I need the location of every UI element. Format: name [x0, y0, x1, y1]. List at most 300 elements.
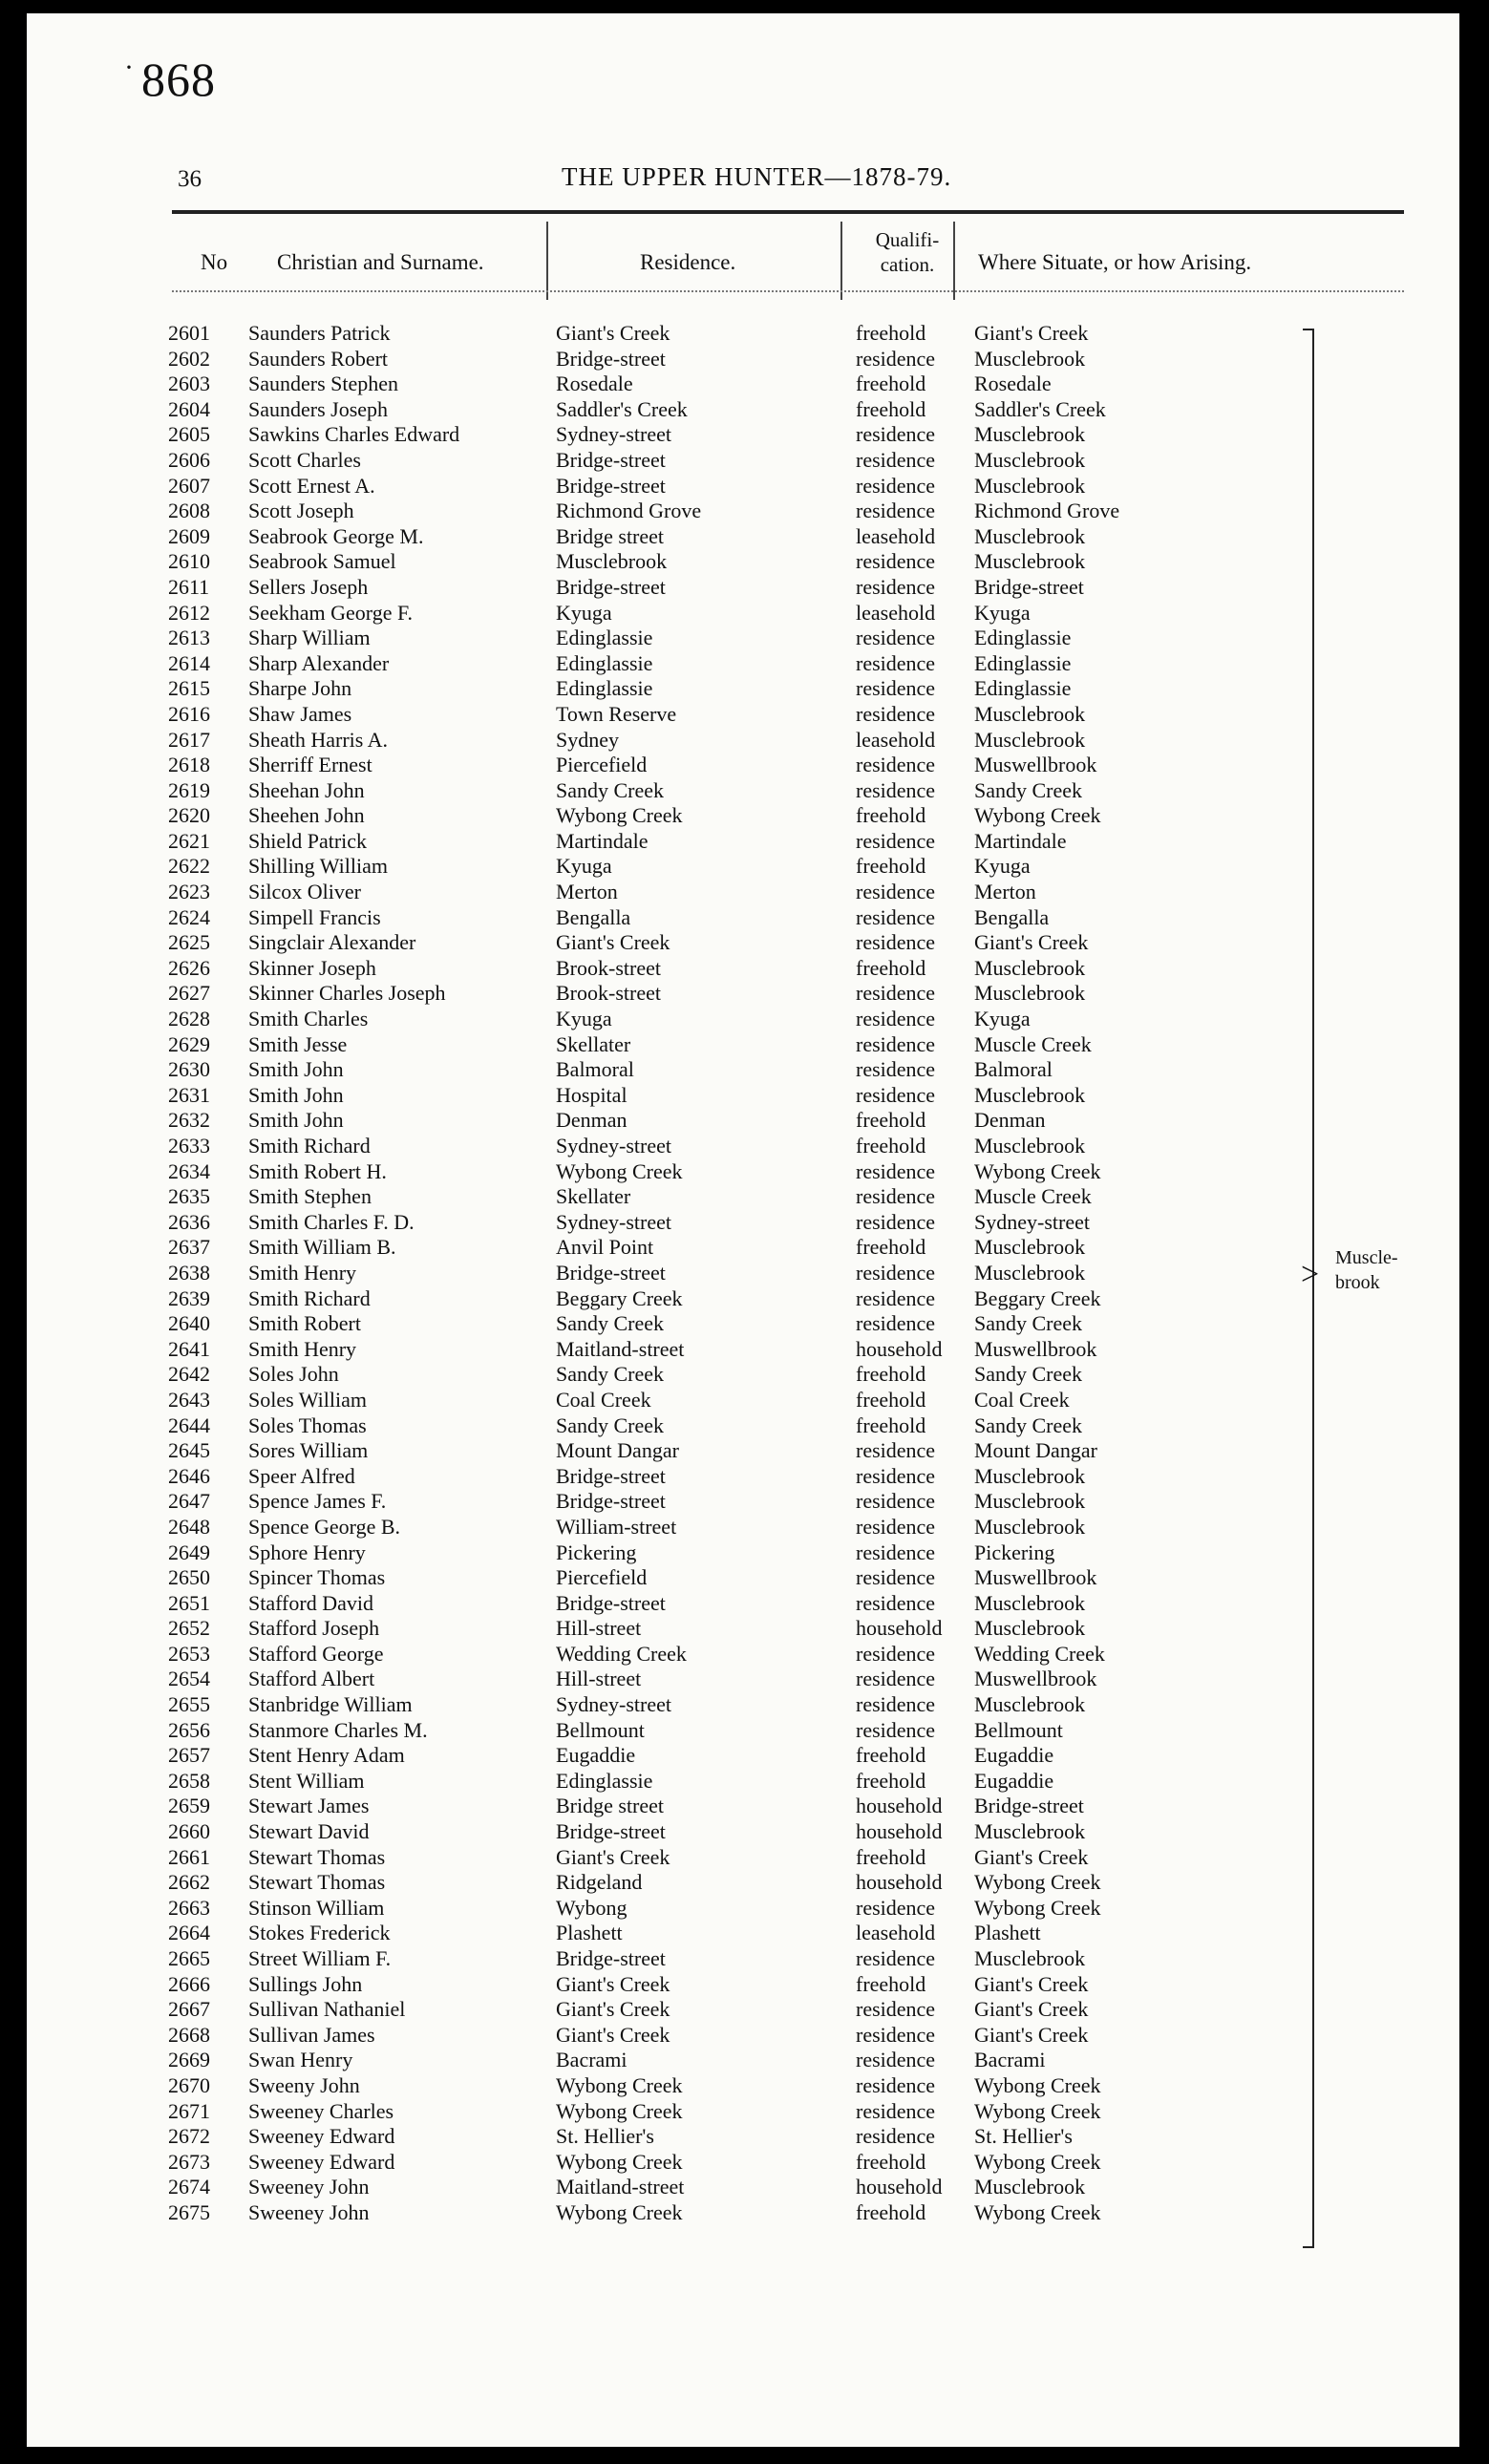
table-row	[27, 1743, 1459, 1769]
elector-where-situate: Bengalla	[974, 904, 1050, 929]
elector-qualification: residence	[856, 1311, 936, 1336]
elector-where-situate: Rosedale	[974, 372, 1052, 396]
elector-number: 2665	[168, 1946, 210, 1970]
elector-number: 2675	[168, 2199, 210, 2224]
elector-residence: Beggary Creek	[556, 1285, 683, 1310]
elector-name: Sores William	[248, 1438, 369, 1463]
elector-number: 2641	[168, 1336, 210, 1361]
elector-qualification: residence	[856, 447, 936, 472]
grouping-note-line2: brook	[1335, 1272, 1380, 1293]
elector-where-situate: Balmoral	[974, 1057, 1053, 1082]
elector-residence: Giant's Creek	[556, 930, 670, 955]
elector-qualification: residence	[856, 422, 936, 447]
table-row	[27, 2124, 1459, 2150]
elector-where-situate: Plashett	[974, 1921, 1041, 1945]
elector-number: 2623	[168, 880, 210, 904]
elector-where-situate: Wybong Creek	[974, 803, 1101, 828]
elector-name: Smith Henry	[248, 1260, 357, 1285]
elector-number: 2627	[168, 981, 210, 1006]
elector-qualification: residence	[856, 880, 936, 904]
table-row	[27, 1007, 1459, 1032]
elector-where-situate: Wybong Creek	[974, 1870, 1101, 1895]
elector-residence: Wedding Creek	[556, 1641, 687, 1666]
elector-residence: Rosedale	[556, 372, 633, 396]
elector-residence: Giant's Creek	[556, 1844, 670, 1869]
elector-name: Stewart Thomas	[248, 1844, 386, 1869]
table-row	[27, 1388, 1459, 1413]
table-row	[27, 1540, 1459, 1566]
elector-where-situate: Wybong Creek	[974, 1158, 1101, 1183]
elector-number: 2639	[168, 1285, 210, 1310]
elector-where-situate: Musclebrook	[974, 1463, 1086, 1488]
elector-qualification: residence	[856, 701, 936, 726]
elector-name: Smith Robert	[248, 1311, 361, 1336]
elector-where-situate: Kyuga	[974, 600, 1031, 625]
elector-qualification: residence	[856, 753, 936, 777]
elector-residence: Brook-street	[556, 955, 661, 980]
table-row	[27, 1845, 1459, 1871]
elector-where-situate: Beggary Creek	[974, 1285, 1101, 1310]
elector-qualification: residence	[856, 650, 936, 675]
elector-where-situate: Richmond Grove	[974, 499, 1120, 523]
elector-qualification: residence	[856, 904, 936, 929]
elector-where-situate: Musclebrook	[974, 1082, 1086, 1107]
grouping-brace-tip: >	[1301, 1257, 1320, 1292]
elector-qualification: freehold	[856, 955, 926, 980]
elector-qualification: freehold	[856, 854, 926, 879]
elector-qualification: residence	[856, 2048, 936, 2072]
elector-name: Stewart Thomas	[248, 1870, 386, 1895]
elector-where-situate: Edinglassie	[974, 650, 1072, 675]
elector-number: 2621	[168, 828, 210, 853]
document-page	[27, 13, 1459, 2447]
table-row	[27, 1286, 1459, 1312]
elector-name: Sweeney John	[248, 2175, 370, 2199]
elector-where-situate: Musclebrook	[974, 955, 1086, 980]
elector-where-situate: Giant's Creek	[974, 930, 1089, 955]
elector-number: 2603	[168, 372, 210, 396]
table-row	[27, 1159, 1459, 1185]
column-header-qualification-line2: cation.	[880, 253, 935, 276]
elector-where-situate: Giant's Creek	[974, 1997, 1089, 2022]
table-row	[27, 1972, 1459, 1998]
table-row	[27, 956, 1459, 982]
elector-number: 2604	[168, 396, 210, 421]
elector-qualification: residence	[856, 1285, 936, 1310]
elector-qualification: residence	[856, 1717, 936, 1742]
elector-where-situate: Wybong Creek	[974, 1895, 1101, 1920]
elector-where-situate: Wybong Creek	[974, 2098, 1101, 2123]
elector-number: 2650	[168, 1565, 210, 1590]
elector-where-situate: Sandy Creek	[974, 777, 1083, 802]
elector-where-situate: Wedding Creek	[974, 1641, 1105, 1666]
table-row	[27, 549, 1459, 575]
elector-where-situate: Musclebrook	[974, 523, 1086, 548]
elector-where-situate: Sandy Creek	[974, 1413, 1083, 1437]
elector-qualification: residence	[856, 828, 936, 853]
elector-where-situate: Musclebrook	[974, 981, 1086, 1006]
table-row	[27, 1667, 1459, 1692]
elector-name: Saunders Joseph	[248, 396, 389, 421]
elector-qualification: household	[856, 1870, 943, 1895]
table-row	[27, 448, 1459, 474]
elector-number: 2656	[168, 1717, 210, 1742]
elector-residence: Martindale	[556, 828, 649, 853]
elector-number: 2602	[168, 346, 210, 371]
elector-name: Shaw James	[248, 701, 352, 726]
elector-where-situate: Musclebrook	[974, 1616, 1086, 1641]
elector-residence: Wybong	[556, 1895, 628, 1920]
table-row	[27, 2023, 1459, 2049]
elector-name: Stinson William	[248, 1895, 385, 1920]
elector-residence: St. Hellier's	[556, 2124, 654, 2149]
elector-number: 2625	[168, 930, 210, 955]
elector-number: 2664	[168, 1921, 210, 1945]
elector-residence: Bridge-street	[556, 1260, 666, 1285]
elector-where-situate: Musclebrook	[974, 701, 1086, 726]
elector-name: Stafford Joseph	[248, 1616, 380, 1641]
elector-residence: Coal Creek	[556, 1387, 651, 1412]
elector-where-situate: Giant's Creek	[974, 2022, 1089, 2047]
elector-qualification: freehold	[856, 2149, 926, 2174]
elector-name: Stent William	[248, 1768, 365, 1793]
elector-where-situate: Giant's Creek	[974, 321, 1089, 345]
elector-qualification: residence	[856, 1590, 936, 1615]
elector-residence: Wybong Creek	[556, 2149, 683, 2174]
elector-residence: Sandy Creek	[556, 1413, 665, 1437]
table-row	[27, 397, 1459, 423]
elector-number: 2636	[168, 1209, 210, 1234]
elector-residence: Saddler's Creek	[556, 396, 688, 421]
elector-qualification: leasehold	[856, 727, 936, 752]
elector-where-situate: Musclebrook	[974, 1235, 1086, 1260]
elector-residence: Piercefield	[556, 753, 648, 777]
elector-name: Saunders Robert	[248, 346, 389, 371]
elector-residence: Edinglassie	[556, 650, 653, 675]
elector-residence: Musclebrook	[556, 549, 668, 574]
table-row	[27, 778, 1459, 804]
elector-name: Soles Thomas	[248, 1413, 367, 1437]
elector-residence: Sandy Creek	[556, 1311, 665, 1336]
elector-where-situate: Musclebrook	[974, 1819, 1086, 1844]
elector-qualification: household	[856, 1336, 943, 1361]
elector-qualification: residence	[856, 1260, 936, 1285]
elector-where-situate: Wybong Creek	[974, 2072, 1101, 2097]
elector-where-situate: Musclebrook	[974, 473, 1086, 498]
elector-number: 2672	[168, 2124, 210, 2149]
elector-list	[27, 321, 1459, 2226]
elector-number: 2654	[168, 1667, 210, 1691]
elector-name: Seekham George F.	[248, 600, 413, 625]
elector-qualification: freehold	[856, 396, 926, 421]
table-row	[27, 905, 1459, 931]
elector-name: Smith John	[248, 1057, 344, 1082]
elector-residence: Plashett	[556, 1921, 623, 1945]
elector-residence: Wybong Creek	[556, 1158, 683, 1183]
elector-name: Scott Ernest A.	[248, 473, 375, 498]
elector-name: Smith William B.	[248, 1235, 396, 1260]
table-row	[27, 676, 1459, 702]
elector-name: Smith Robert H.	[248, 1158, 387, 1183]
elector-number: 2632	[168, 1108, 210, 1133]
elector-number: 2666	[168, 1971, 210, 1996]
elector-qualification: residence	[856, 1463, 936, 1488]
elector-residence: Kyuga	[556, 1007, 612, 1031]
elector-name: Sheath Harris A.	[248, 727, 389, 752]
elector-residence: Wybong Creek	[556, 2098, 683, 2123]
elector-qualification: residence	[856, 1895, 936, 1920]
elector-name: Sawkins Charles Edward	[248, 422, 460, 447]
table-row	[27, 1921, 1459, 1946]
table-row	[27, 1692, 1459, 1718]
table-row	[27, 1565, 1459, 1591]
elector-name: Stanbridge William	[248, 1692, 413, 1717]
elector-qualification: residence	[856, 777, 936, 802]
elector-where-situate: Merton	[974, 880, 1036, 904]
elector-qualification: freehold	[856, 1387, 926, 1412]
table-row	[27, 981, 1459, 1007]
table-row	[27, 524, 1459, 550]
elector-number: 2655	[168, 1692, 210, 1717]
table-row	[27, 1896, 1459, 1922]
table-row	[27, 2200, 1459, 2226]
elector-qualification: residence	[856, 499, 936, 523]
elector-where-situate: Sandy Creek	[974, 1362, 1083, 1387]
elector-qualification: household	[856, 2175, 943, 2199]
elector-where-situate: Giant's Creek	[974, 1844, 1089, 1869]
elector-qualification: household	[856, 1616, 943, 1641]
table-row	[27, 702, 1459, 728]
table-row	[27, 803, 1459, 829]
elector-name: Simpell Francis	[248, 904, 381, 929]
grouping-note	[1335, 1245, 1421, 1295]
elector-name: Sharp Alexander	[248, 650, 390, 675]
elector-number: 2618	[168, 753, 210, 777]
elector-residence: Ridgeland	[556, 1870, 643, 1895]
column-header-where: Where Situate, or how Arising.	[978, 250, 1252, 274]
elector-name: Sweeney Charles	[248, 2098, 394, 2123]
elector-residence: Merton	[556, 880, 618, 904]
elector-where-situate: Musclebrook	[974, 1260, 1086, 1285]
elector-number: 2612	[168, 600, 210, 625]
table-row	[27, 1870, 1459, 1896]
elector-where-situate: Edinglassie	[974, 676, 1072, 701]
table-row	[27, 422, 1459, 448]
table-row	[27, 2150, 1459, 2176]
elector-number: 2661	[168, 1844, 210, 1869]
elector-name: Smith Richard	[248, 1134, 371, 1158]
elector-name: Sullivan James	[248, 2022, 375, 2047]
elector-qualification: freehold	[856, 2199, 926, 2224]
table-row	[27, 1616, 1459, 1642]
elector-qualification: freehold	[856, 1413, 926, 1437]
elector-qualification: freehold	[856, 803, 926, 828]
column-divider	[953, 222, 955, 300]
table-row	[27, 1997, 1459, 2023]
elector-qualification: freehold	[856, 1743, 926, 1768]
column-header-qualification	[854, 227, 961, 277]
table-row	[27, 1591, 1459, 1617]
elector-name: Stafford Albert	[248, 1667, 375, 1691]
elector-number: 2658	[168, 1768, 210, 1793]
elector-where-situate: Bridge-street	[974, 574, 1084, 599]
elector-name: Shilling William	[248, 854, 388, 879]
header-dotted-rule	[172, 290, 1404, 292]
elector-name: Saunders Patrick	[248, 321, 391, 345]
elector-where-situate: Muscle Creek	[974, 1031, 1092, 1056]
elector-qualification: residence	[856, 1031, 936, 1056]
elector-number: 2648	[168, 1514, 210, 1539]
elector-number: 2667	[168, 1997, 210, 2022]
elector-number: 2670	[168, 2072, 210, 2097]
elector-name: Sweeney Edward	[248, 2124, 395, 2149]
elector-qualification: residence	[856, 676, 936, 701]
elector-residence: Maitland-street	[556, 2175, 685, 2199]
elector-name: Stent Henry Adam	[248, 1743, 405, 1768]
elector-qualification: residence	[856, 1007, 936, 1031]
elector-name: Sheehan John	[248, 777, 365, 802]
elector-residence: Mount Dangar	[556, 1438, 679, 1463]
table-row	[27, 1184, 1459, 1210]
elector-name: Stanmore Charles M.	[248, 1717, 428, 1742]
elector-qualification: residence	[856, 1438, 936, 1463]
table-row	[27, 854, 1459, 880]
elector-number: 2645	[168, 1438, 210, 1463]
elector-residence: Bridge-street	[556, 1489, 666, 1514]
elector-number: 2624	[168, 904, 210, 929]
elector-name: Saunders Stephen	[248, 372, 399, 396]
elector-where-situate: Musclebrook	[974, 1590, 1086, 1615]
elector-qualification: freehold	[856, 1768, 926, 1793]
elector-name: Soles William	[248, 1387, 367, 1412]
elector-qualification: residence	[856, 1641, 936, 1666]
elector-number: 2606	[168, 447, 210, 472]
elector-residence: Bellmount	[556, 1717, 645, 1742]
table-row	[27, 1489, 1459, 1515]
table-row	[27, 1235, 1459, 1261]
elector-where-situate: St. Hellier's	[974, 2124, 1073, 2149]
table-row	[27, 1134, 1459, 1159]
elector-qualification: residence	[856, 1082, 936, 1107]
elector-name: Seabrook Samuel	[248, 549, 396, 574]
elector-residence: Hill-street	[556, 1616, 642, 1641]
elector-name: Sweeny John	[248, 2072, 360, 2097]
page-number: 36	[178, 166, 202, 192]
table-row	[27, 930, 1459, 956]
elector-name: Sheehen John	[248, 803, 365, 828]
elector-number: 2673	[168, 2149, 210, 2174]
elector-residence: Richmond Grove	[556, 499, 702, 523]
elector-residence: Hospital	[556, 1082, 628, 1107]
table-row	[27, 347, 1459, 372]
elector-where-situate: Bacrami	[974, 2048, 1046, 2072]
elector-number: 2629	[168, 1031, 210, 1056]
table-row	[27, 321, 1459, 347]
elector-number: 2657	[168, 1743, 210, 1768]
elector-name: Swan Henry	[248, 2048, 353, 2072]
elector-residence: Sandy Creek	[556, 777, 665, 802]
table-row	[27, 2073, 1459, 2099]
elector-residence: Giant's Creek	[556, 321, 670, 345]
elector-name: Singclair Alexander	[248, 930, 416, 955]
elector-residence: Brook-street	[556, 981, 661, 1006]
elector-number: 2669	[168, 2048, 210, 2072]
elector-residence: Skellater	[556, 1184, 631, 1209]
table-row	[27, 1718, 1459, 1744]
elector-name: Smith John	[248, 1108, 344, 1133]
table-row	[27, 829, 1459, 855]
elector-residence: Giant's Creek	[556, 1971, 670, 1996]
elector-number: 2646	[168, 1463, 210, 1488]
elector-residence: Giant's Creek	[556, 1997, 670, 2022]
table-row	[27, 1210, 1459, 1236]
elector-number: 2652	[168, 1616, 210, 1641]
elector-residence: Sydney	[556, 727, 619, 752]
elector-residence: Wybong Creek	[556, 803, 683, 828]
table-row	[27, 2048, 1459, 2073]
elector-qualification: freehold	[856, 1134, 926, 1158]
elector-number: 2622	[168, 854, 210, 879]
table-row	[27, 2099, 1459, 2125]
elector-where-situate: Musclebrook	[974, 1489, 1086, 1514]
elector-number: 2674	[168, 2175, 210, 2199]
column-header-no: No	[201, 250, 228, 274]
elector-residence: Bridge-street	[556, 1590, 666, 1615]
elector-name: Scott Joseph	[248, 499, 354, 523]
table-row	[27, 1108, 1459, 1134]
elector-residence: Edinglassie	[556, 1768, 653, 1793]
elector-residence: Sydney-street	[556, 1134, 671, 1158]
table-row	[27, 1362, 1459, 1388]
elector-number: 2626	[168, 955, 210, 980]
column-divider	[840, 222, 842, 300]
table-row	[27, 474, 1459, 499]
table-row	[27, 1261, 1459, 1286]
elector-number: 2647	[168, 1489, 210, 1514]
elector-qualification: residence	[856, 574, 936, 599]
elector-number: 2607	[168, 473, 210, 498]
elector-qualification: leasehold	[856, 523, 936, 548]
elector-where-situate: Wybong Creek	[974, 2199, 1101, 2224]
elector-name: Soles John	[248, 1362, 339, 1387]
table-row	[27, 1438, 1459, 1464]
elector-residence: Wybong Creek	[556, 2072, 683, 2097]
elector-qualification: residence	[856, 2072, 936, 2097]
elector-number: 2605	[168, 422, 210, 447]
elector-name: Smith Charles	[248, 1007, 369, 1031]
elector-where-situate: Muswellbrook	[974, 1667, 1097, 1691]
elector-qualification: freehold	[856, 1971, 926, 1996]
elector-where-situate: Giant's Creek	[974, 1971, 1089, 1996]
elector-name: Spincer Thomas	[248, 1565, 386, 1590]
elector-where-situate: Wybong Creek	[974, 2149, 1101, 2174]
elector-qualification: residence	[856, 549, 936, 574]
elector-number: 2615	[168, 676, 210, 701]
elector-number: 2610	[168, 549, 210, 574]
elector-number: 2617	[168, 727, 210, 752]
elector-residence: Bridge-street	[556, 447, 666, 472]
table-row	[27, 2175, 1459, 2200]
column-header-name: Christian and Surname.	[277, 250, 484, 274]
elector-where-situate: Muswellbrook	[974, 753, 1097, 777]
elector-name: Sullivan Nathaniel	[248, 1997, 406, 2022]
elector-name: Stafford David	[248, 1590, 373, 1615]
elector-name: Stafford George	[248, 1641, 384, 1666]
elector-name: Skinner Charles Joseph	[248, 981, 446, 1006]
table-row	[27, 728, 1459, 754]
elector-number: 2620	[168, 803, 210, 828]
column-header-qualification-line1: Qualifi-	[875, 228, 940, 251]
